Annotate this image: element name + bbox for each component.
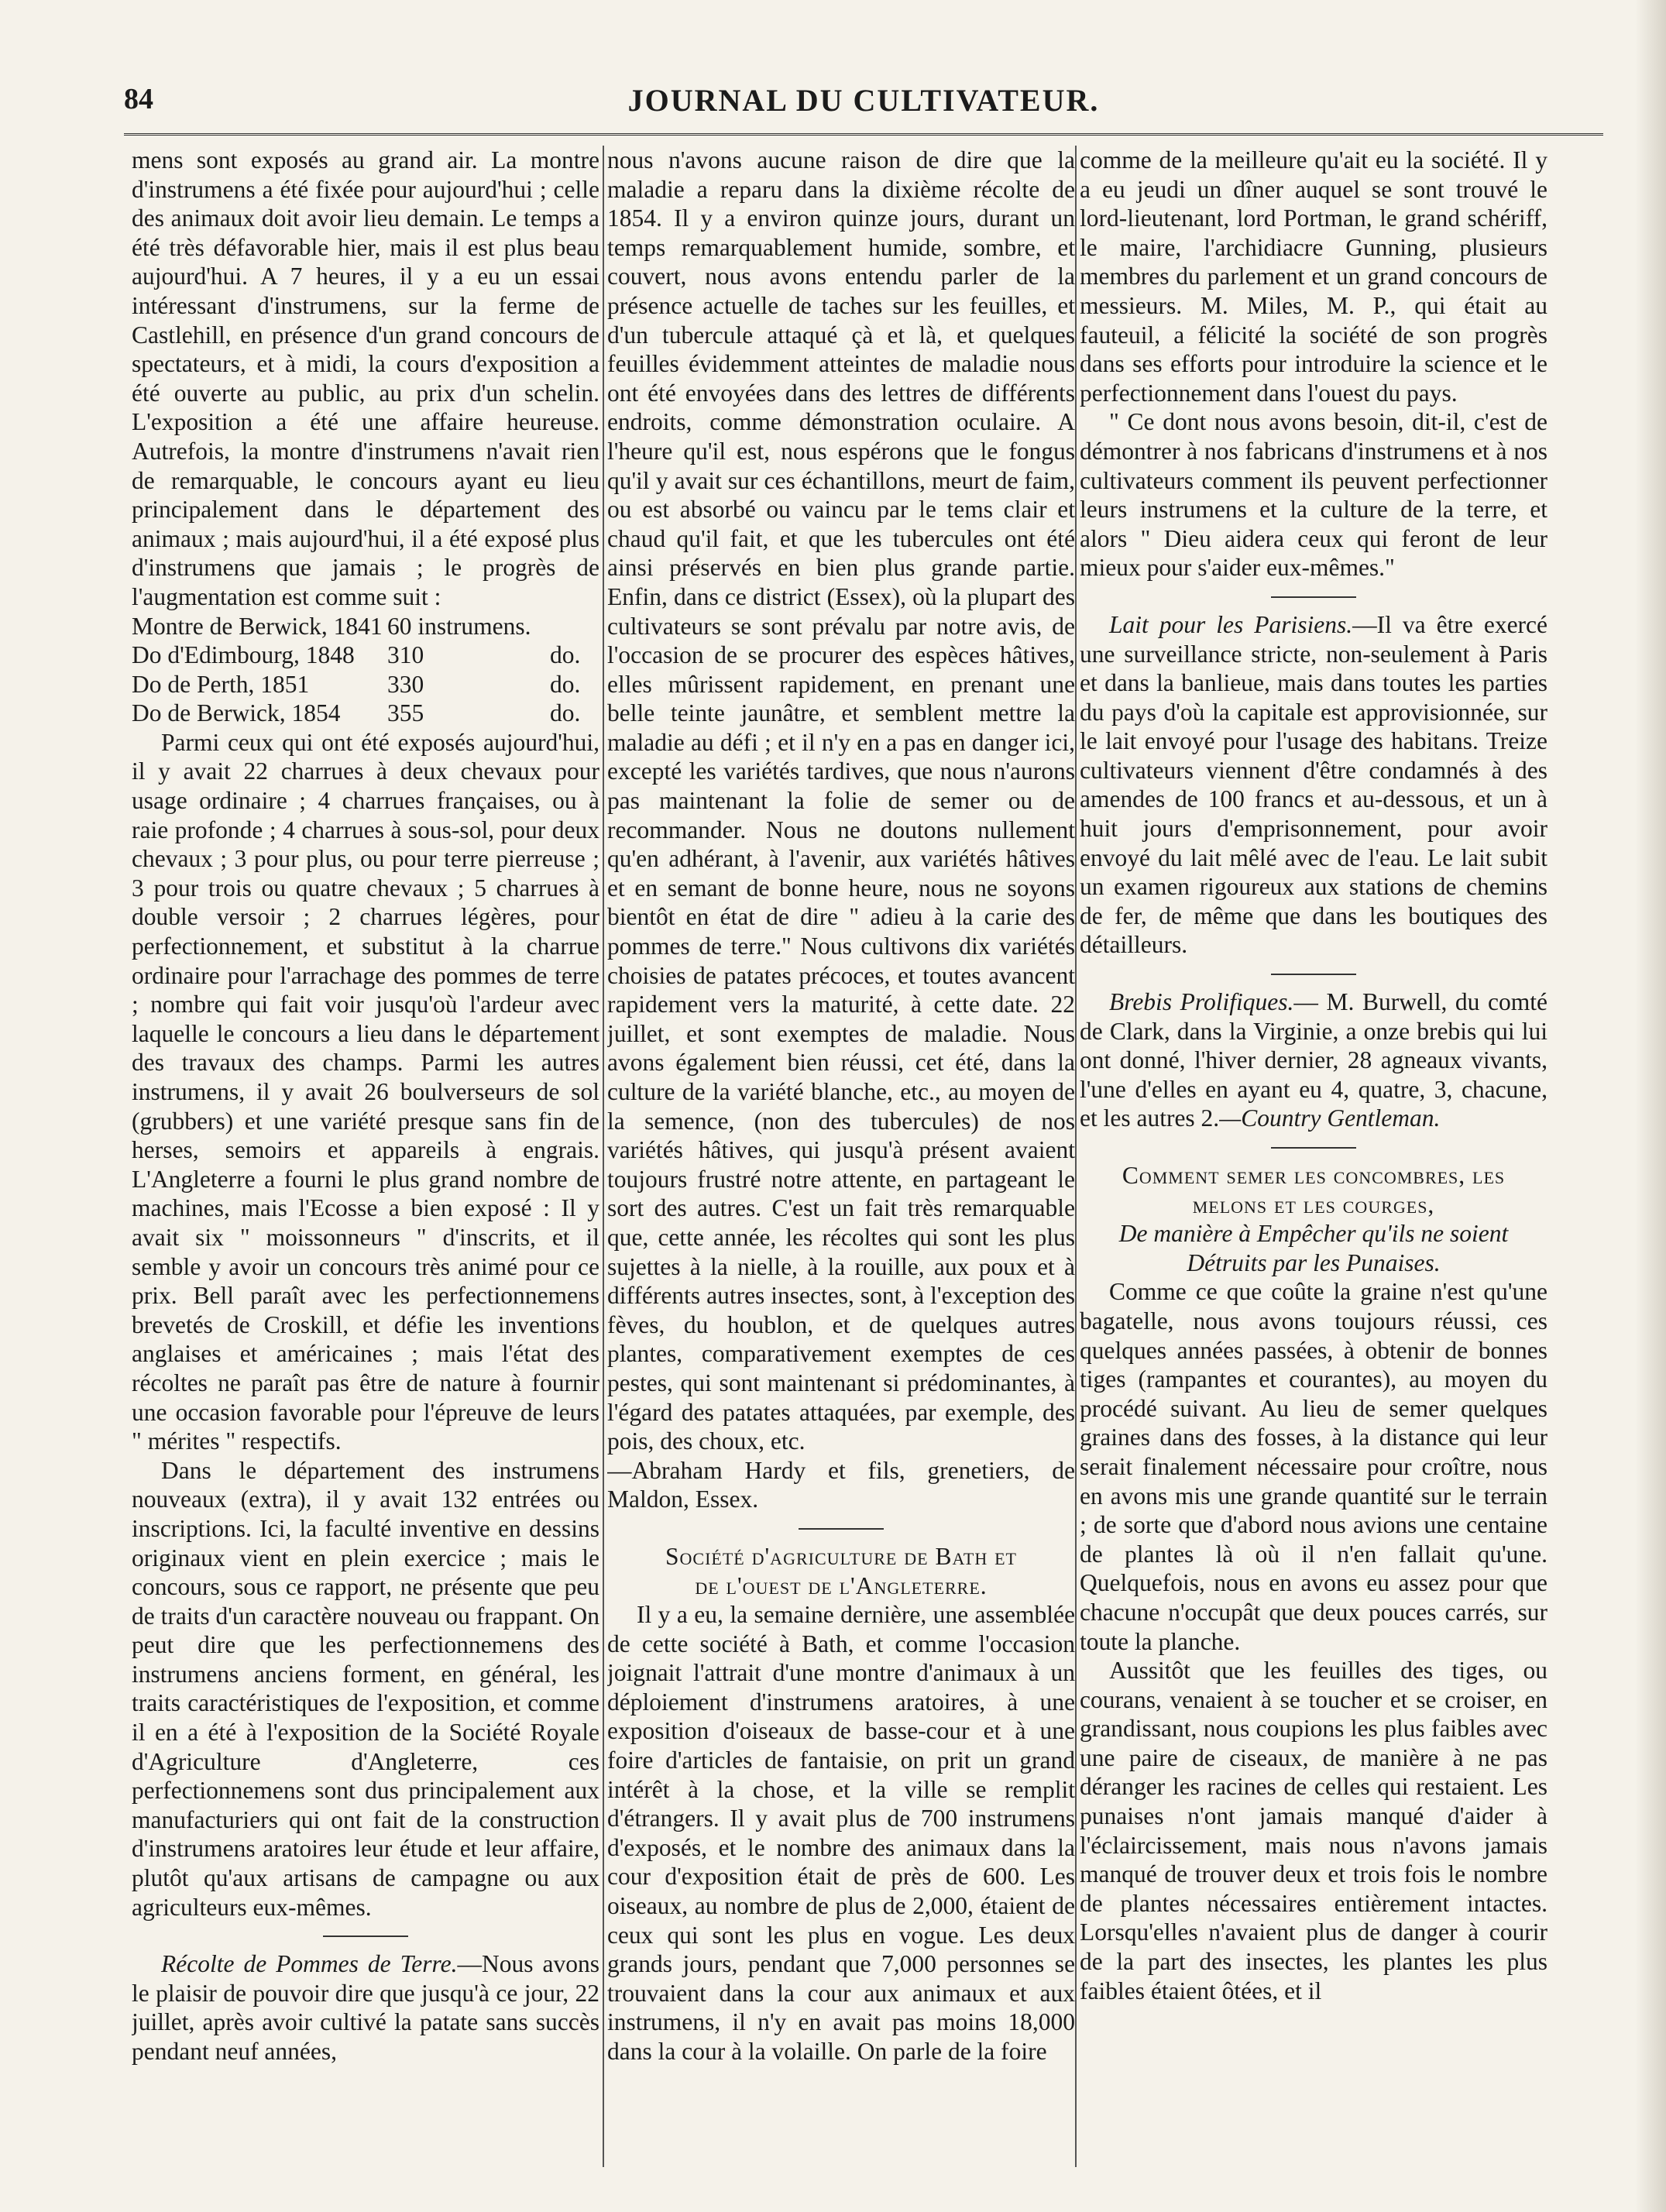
- paragraph: Il y a eu, la semaine dernière, une assemblée de cette société à Bath, et comme l'occasion joignait l'attrait d'une montre d'animaux à un déploiement d'instrumens aratoires, à une exposition d'oiseaux de basse-cour et à une foire d'articles de fantaisie, on prit un grand intérêt à la chose, et la ville se remplit d'étrangers. Il y avait plus de 700 instrumens d'exposés, et le nombre des animaux dans la cour d'exposition était de près de 600. Les oiseaux, au nombre de plus de 2,000, étaient de ceux qui sont les plus en vogue. Les deux grands jours, pendant que 7,000 personnes se trouvaient dans la cour aux animaux et aux instrumens, il n'y en avait pas moins 18,000 dans la cour à la volaille. On parle de la foire: [607, 1601, 1075, 2065]
- paragraph: Aussitôt que les feuilles des tiges, ou courans, venaient à se toucher et se croiser, en grandissant, nous coupions les plus faibles avec une paire de ciseaux, de manière à ne pas déranger les racines de celles qui restaient. Les punaises n'ont jamais manqué d'aider à l'éclaircissement, mais nous n'avons jamais manqué de trouver deux et trois fois le nombre de plantes nécessaires entièrement intactes. Lorsqu'elles n'avaient plus de danger à courir de la part des insectes, les plantes les plus faibles étaient ôtées, et il: [1080, 1657, 1547, 2004]
- section-rule: [1271, 1147, 1356, 1149]
- page-header: [124, 82, 1603, 129]
- table-cell: do.: [550, 699, 581, 727]
- column-1: [132, 146, 599, 2175]
- table-cell: do.: [550, 670, 581, 698]
- paragraph: comme de la meilleure qu'ait eu la société. Il y a eu jeudi un dîner auquel se sont trouvé le lord-lieutenant, lord Portman, le grand schériff, le maire, l'archidiacre Gunning, plusieurs membres du parlement et un grand concours de messieurs. M. Miles, M. P., qui était au fauteuil, a félicité la société de son progrès dans ses efforts pour introduire la science et le perfectionnement dans l'ouest du pays.: [1080, 146, 1547, 407]
- sheep-title: Brebis Prolifiques.: [1109, 988, 1294, 1016]
- paragraph: Comme ce que coûte la graine n'est qu'une bagatelle, nous avons toujours réussi, ces quelques années passées, à obtenir de bonnes tiges (rampantes et courantes), au moyen du procédé suivant. Au lieu de semer quelques graines dans des fosses, à la distance qui leur serait finalement nécessaire pour croître, nous en avons mis une grande quantité sur le terrain ; de sorte que d'abord nous avions une centaine de plantes là où il n'en fallait qu'une. Quelquefois, nous en avons eu assez pour que chacune n'occupât que deux pouces carrés, sur toute la planche.: [1080, 1278, 1547, 1655]
- cucumber-title: Comment semer les concombres, les: [1122, 1162, 1506, 1189]
- table-cell: 355: [387, 699, 424, 727]
- paragraph: —Il va être exercé une surveillance stricte, non-seulement à Paris et dans la banlieue, mais dans toutes les parties du pays d'où la capitale est approvisionnée, sur le lait envoyé pour l'usage des habitans. Treize cultivateurs viennent d'être condamnés à des amendes de 100 francs et au-dessous, et un à huit jours d'emprisonnement, pour avoir envoyé du lait mêlé avec de l'eau. Le lait subit un examen rigoureux aux stations de chemins de fer, de même que dans les boutiques des détailleurs.: [1080, 610, 1547, 959]
- table-cell: Do de Perth, 1851: [132, 670, 310, 698]
- page-number: 84: [124, 83, 153, 115]
- cucumber-subtitle: De manière à Empêcher qu'ils ne soient: [1118, 1220, 1509, 1248]
- cucumber-subtitle-line-2: Détruits par les Punaises.: [1187, 1249, 1441, 1276]
- table-cell: 60 instrumens.: [387, 612, 531, 640]
- journal-title: JOURNAL DU CULTIVATEUR.: [627, 83, 1100, 118]
- section-rule: [323, 1936, 408, 1937]
- source-credit: —Country Gentleman.: [1219, 1104, 1441, 1132]
- potato-title: Récolte de Pommes de Terre.: [161, 1950, 458, 1978]
- potato-article: [132, 1949, 599, 2066]
- header-rule: [124, 133, 1603, 136]
- table-cell: Do d'Edimbourg, 1848: [132, 641, 355, 669]
- column-3: [1080, 146, 1547, 2175]
- signature: —Abraham Hardy et fils, grenetiers, de Maldon, Essex.: [607, 1456, 1075, 1513]
- bath-title-line-2: de l'ouest de l'Angleterre.: [695, 1571, 988, 1599]
- bath-title: Société d'agriculture de Bath et: [665, 1542, 1017, 1570]
- section-rule: [799, 1528, 884, 1530]
- cucumber-title-line-2: melons et les courges,: [1192, 1190, 1435, 1218]
- column-divider: [603, 146, 604, 2167]
- paragraph: — M. Burwell, du comté de Clark, dans la Virginie, a onze brebis qui lui ont donné, l'hiver dernier, 28 agneaux vivants, l'une d'elles en ayant eu 4, quatre, 3, chacune, et les autres 2.: [1080, 988, 1547, 1132]
- instrument-table: [132, 612, 599, 728]
- paragraph: Parmi ceux qui ont été exposés aujourd'hui, il y avait 22 charrues à deux chevaux pour usage ordinaire ; 4 charrues françaises, ou à raie profonde ; 4 charrues à sous-sol, pour deux chevaux ; 3 pour plus, ou pour terre pierreuse ; 3 pour trois ou quatre chevaux ; 5 charrues à double versoir ; 2 charrues légères, pour perfectionnement, et substitut à la charrue ordinaire pour l'arrachage des pommes de terre ; nombre qui fait voir jusqu'où l'ardeur avec laquelle le concours a lieu dans le département des travaux des champs. Parmi les autres instrumens, il y avait 26 boulverseurs de sol (grubbers) et une variété presque sans fin de herses, semoirs et appareils à engrais. L'Angleterre a fourni le plus grand nombre de machines, mais l'Ecosse a bien exposé : Il y avait six " moissonneurs " d'inscrits, et il semble y avoir un concours très animé pour ce prix. Bell paraît avec les perfectionnemens brevetés de Croskill, et défie les inventions anglaises et américaines ; mais l'état des récoltes ne paraît pas être de nature à fournir une occasion favorable pour l'épreuve de leurs " mérites " respectifs.: [132, 728, 599, 1455]
- section-rule: [1271, 596, 1356, 598]
- paragraph: nous n'avons aucune raison de dire que la maladie a reparu dans la dixième récolte de 1854. Il y a environ quinze jours, durant un temps remarquablement humide, sombre, et couvert, nous avons entendu parler de la présence actuelle de taches sur les feuilles, et d'un tubercule attaqué çà et là, et quelques feuilles évidemment atteintes de maladie nous ont été envoyées dans des lettres de différents endroits, comme démonstration oculaire. A l'heure qu'il est, nous espérons que le fongus qu'il y avait sur ces échantillons, meurt de faim, ou est absorbé ou vaincu par le tems clair et chaud qu'il fait, et que les tubercules ont été ainsi préservés en bien plus grande partie. Enfin, dans ce district (Essex), où la plupart des cultivateurs se sont prévalu par notre avis, de l'occasion de se procurer des espèces hâtives, elles mûrissent rapidement, en prenant une belle teinte jaunâtre, et semblent mettre la maladie au défi ; et il n'y en a pas en danger ici, excepté les variétés tardives, que nous n'aurons pas maintenant la folie de semer ou de recommander. Nous ne doutons nullement qu'en adhérant, à l'avenir, aux variétés hâtives et en semant de bonne heure, nous ne soyons bientôt en état de dire " adieu à la carie des pommes de terre." Nous cultivons dix variétés choisies de patates précoces, et toutes avancent rapidement vers la maturité, à cette date. 22 juillet, et sont exemptes de maladie. Nous avons également bien réussi, cet été, dans la culture de la variété blanche, etc., au moyen de la semence, (non des tubercules) de nos variétés hâtives, qui jusqu'à présent avaient toujours frustré notre attente, en partageant le sort des autres. C'est un fait très remarquable que, cette année, les récoltes qui sont les plus sujettes à la nielle, à la rouille, aux poux et à différents autres insectes, sont, à l'exception des fèves, du houblon, et de quelques autres plantes, comparativement exemptes de ces pestes, qui sont maintenant si prédominantes, à l'égard des patates attaquées, par exemple, des pois, des choux, etc.: [607, 146, 1075, 1455]
- table-cell: do.: [550, 641, 581, 669]
- paragraph: —Nous avons le plaisir de pouvoir dire que jusqu'à ce jour, 22 juillet, après avoir cultivé la patate sans succès pendant neuf années,: [132, 1950, 599, 2065]
- section-rule: [1271, 974, 1356, 975]
- paragraph: Dans le département des instrumens nouveaux (extra), il y avait 132 entrées ou inscriptions. Ici, la faculté inventive en dessins originaux vient en plein exercice ; mais le concours, sous ce rapport, ne présente que peu de traits d'un caractère nouveau ou frappant. On peut dire que les perfectionnemens des instrumens anciens forment, en général, les traits caractéristiques de l'exposition, et comme il en a été à l'exposition de la Société Royale d'Agriculture d'Angleterre, ces perfectionnemens sont dus principalement aux manufacturiers qui ont fait de la construction d'instrumens aratoires leur étude et leur affaire, plutôt qu'aux artisans de campagne ou aux agriculteurs eux-mêmes.: [132, 1456, 599, 1921]
- column-divider: [1075, 146, 1077, 2167]
- paragraph: mens sont exposés au grand air. La montre d'instrumens a été fixée pour aujourd'hui ; celle des animaux doit avoir lieu demain. Le temps a été très défavorable hier, mais il est plus beau aujourd'hui. A 7 heures, il y a eu un essai intéressant d'instrumens, sur la ferme de Castlehill, en présence d'un grand concours de spectateurs, et à midi, la cours d'exposition a été ouverte au public, au prix d'un schelin. L'exposition a été une affaire heureuse. Autrefois, la montre d'instrumens n'avait rien de remarquable, le concours ayant eu lieu principalement dans le département des animaux ; mais aujourd'hui, il a été exposé plus d'instrumens que jamais ; le progrès de l'augmentation est comme suit :: [132, 146, 599, 610]
- paragraph: " Ce dont nous avons besoin, dit-il, c'est de démontrer à nos fabricans d'instrumens et à nos cultivateurs comment ils peuvent perfectionner leurs instrumens et la culture de la terre, et alors " Dieu aidera ceux qui feront de leur mieux pour s'aider eux-mêmes.": [1080, 408, 1547, 582]
- sheep-article: [1080, 988, 1547, 1133]
- milk-title: Lait pour les Parisiens.: [1109, 610, 1353, 638]
- table-cell: [550, 612, 596, 641]
- table-cell: 330: [387, 670, 424, 698]
- table-cell: Do de Berwick, 1854: [132, 699, 341, 727]
- table-cell: Montre de Berwick, 1841: [132, 612, 383, 640]
- table-cell: 310: [387, 641, 424, 669]
- column-2: [607, 146, 1075, 2175]
- page-edge-shadow: [1635, 0, 1666, 2212]
- milk-article: [1080, 610, 1547, 960]
